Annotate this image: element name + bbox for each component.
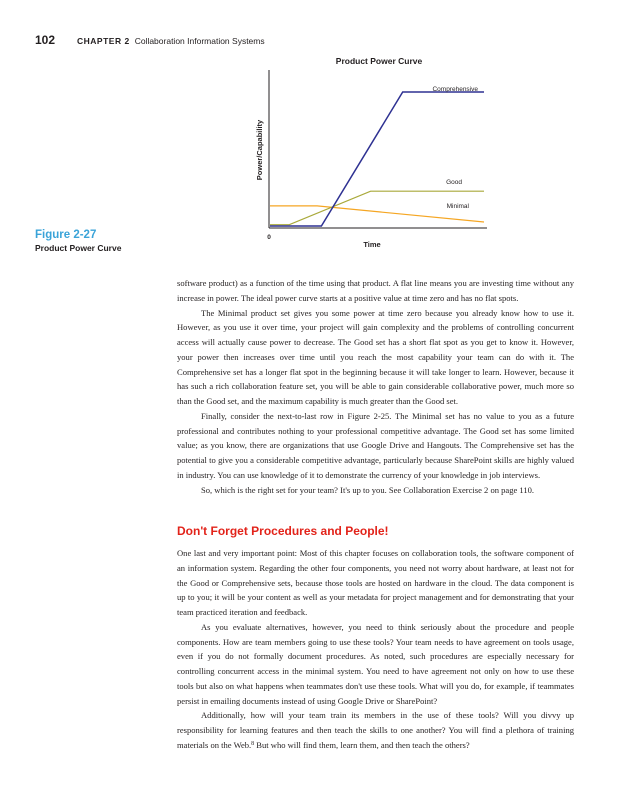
y-axis-label: Power/Capability xyxy=(255,119,264,181)
paragraph xyxy=(177,708,574,752)
chapter-label: CHAPTER 2 xyxy=(77,36,130,46)
paragraph: So, which is the right set for your team? It's up to you. See Collaboration Exercise 2 on page 110. xyxy=(201,484,535,495)
chart-title: Product Power Curve xyxy=(335,56,423,66)
series-label-comprehensive: Comprehensive xyxy=(432,86,478,93)
chapter-title: Collaboration Information Systems xyxy=(134,36,265,46)
paragraph-text: Additionally, how will your team train its members in the use of these tools? Will you divvy up responsibility for learning features and then teach the skills to one another? You will find a plethora of training materials on the Web. xyxy=(177,710,574,750)
series-label-good: Good xyxy=(446,179,462,186)
paragraph: One last and very important point: Most of this chapter focuses on collaboration tools, the software component of an information system. Regarding the other four components, you need not worry about hardware, at least not for the Good or Comprehensive sets, because those tools are hosted on hardware in the cloud. The data component is up to you; it will be your content as well as your metadata for project management and for demonstrating that your team practiced iteration and feedback. xyxy=(177,548,574,617)
paragraph: software product) as a function of the time using that product. A flat line means you are investing time without any increase in power. The ideal power curve starts at a positive value at time zero and has no flat spots. xyxy=(177,278,574,303)
paragraph: Finally, consider the next-to-last row in Figure 2-25. The Minimal set has no value to you as a future professional and contributes nothing to your professional competitive advantage. The Good set has some limited value; as you know, there are organizations that use Google Drive and Hangouts. The Comprehensive set has the potential to give you a considerable competitive advantage, particularly because SharePoint skills are highly valued in industry. You can use knowledge of it to demonstrate the currency of your knowledge in job interviews. xyxy=(177,410,574,480)
section-body xyxy=(177,546,574,753)
section-heading: Don't Forget Procedures and People! xyxy=(177,524,389,538)
product-power-curve-chart xyxy=(0,0,625,260)
series-label-minimal: Minimal xyxy=(446,203,469,210)
x-axis-label: Time xyxy=(363,240,381,249)
figure-title: Product Power Curve xyxy=(35,243,122,253)
paragraph-text: But who will find them, learn them, and then teach the others? xyxy=(254,739,470,750)
figure-number: Figure 2-27 xyxy=(35,229,97,241)
paragraph: As you evaluate alternatives, however, you need to think seriously about the procedure and people components. How are team members going to use these tools? Your team needs to have agreement on tools usage, even if you do not formally document procedures. As noted, such procedures are especially necessary for controlling concurrent access in the minimal system. You need to have agreement not only on how to use these tools but also on what happens when teammates don't use these tools. What will you do, for example, if teammates persist in emailing documents instead of using Google Drive or SharePoint? xyxy=(177,621,574,706)
body-text-continued xyxy=(177,276,574,497)
paragraph: The Minimal product set gives you some power at time zero because you already know how to use it. However, as you use it over time, your project will gain complexity and the problems of controlling concurrent access will actually cause power to decrease. The Good set has a short flat spot as you get to know it. However, your power then increases over time until you reach the most capability your team can do with it. The Comprehensive set has a longer flat spot in the beginning because it will take longer to learn. However, because it has such a rich collaboration feature set, you will be able to gain considerable collaborative power, much more so than the Good set, and the maximum capability is much greater than the Good set. xyxy=(177,307,574,406)
page-number: 102 xyxy=(35,33,56,47)
x-tick-label-origin: 0 xyxy=(267,234,271,241)
footnote-reference: 8 xyxy=(251,740,255,747)
